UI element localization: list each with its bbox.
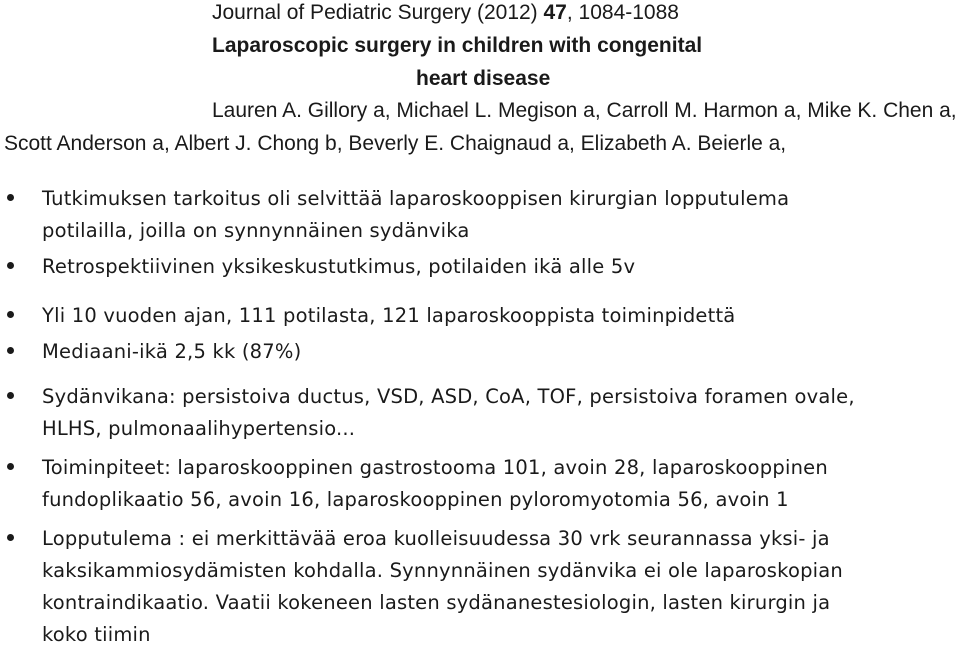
bullet-line: koko tiimin xyxy=(42,623,151,646)
authors-line-2: Scott Anderson a, Albert J. Chong b, Beverly E. Chaignaud a, Elizabeth A. Beierle a, xyxy=(4,132,787,155)
bullet-dot-icon xyxy=(7,463,14,470)
bullet-dot-icon xyxy=(7,534,14,541)
bullet-line: kaksikammiosydämisten kohdalla. Synnynnäinen sydänvika ei ole laparoskopian xyxy=(42,559,843,582)
journal-prefix: Journal of Pediatric Surgery (2012) xyxy=(212,1,544,24)
bullet-dot-icon xyxy=(7,262,14,269)
bullet-text xyxy=(42,452,952,516)
bullet-line: Sydänvikana: persistoiva ductus, VSD, ASD, CoA, TOF, persistoiva foramen ovale, xyxy=(42,385,855,408)
bullet-dot-icon xyxy=(7,392,14,399)
bullet-line: kontraindikaatio. Vaatii kokeneen lasten sydänanestesiologin, lasten kirurgin ja xyxy=(42,591,831,614)
authors-line-1: Lauren A. Gillory a, Michael L. Megison a, Carroll M. Harmon a, Mike K. Chen a, xyxy=(212,99,957,122)
bullet-line: Yli 10 vuoden ajan, 111 potilasta, 121 laparoskooppista toiminpidettä xyxy=(42,304,736,327)
bullet-text xyxy=(42,251,952,283)
journal-volume: 47 xyxy=(543,1,567,24)
bullet-line: HLHS, pulmonaalihypertensio... xyxy=(42,417,356,440)
bullet-line: potilailla, joilla on synnynnäinen sydänvika xyxy=(42,219,470,242)
bullet-dot-icon xyxy=(7,194,14,201)
bullet-line: fundoplikaatio 56, avoin 16, laparoskooppinen pyloromyotomia 56, avoin 1 xyxy=(42,488,789,511)
article-title-line-2: heart disease xyxy=(416,67,551,90)
bullet-dot-icon xyxy=(7,311,14,318)
journal-pages: , 1084-1088 xyxy=(566,1,679,24)
journal-reference xyxy=(212,0,679,26)
bullet-text xyxy=(42,300,952,332)
bullet-line: Retrospektiivinen yksikeskustutkimus, potilaiden ikä alle 5v xyxy=(42,255,636,278)
bullet-line: Mediaani-ikä 2,5 kk (87%) xyxy=(42,340,302,363)
bullet-dot-icon xyxy=(7,347,14,354)
bullet-text xyxy=(42,183,952,247)
article-title-line-1: Laparoscopic surgery in children with congenital xyxy=(212,34,703,57)
bullet-text xyxy=(42,523,952,651)
bullet-text xyxy=(42,381,952,445)
bullet-line: Tutkimuksen tarkoitus oli selvittää laparoskooppisen kirurgian lopputulema xyxy=(42,187,790,210)
bullet-text xyxy=(42,336,952,368)
bullet-line: Toiminpiteet: laparoskooppinen gastrostooma 101, avoin 28, laparoskooppinen xyxy=(42,456,828,479)
bullet-line: Lopputulema : ei merkittävää eroa kuolleisuudessa 30 vrk seurannassa yksi- ja xyxy=(42,527,830,550)
